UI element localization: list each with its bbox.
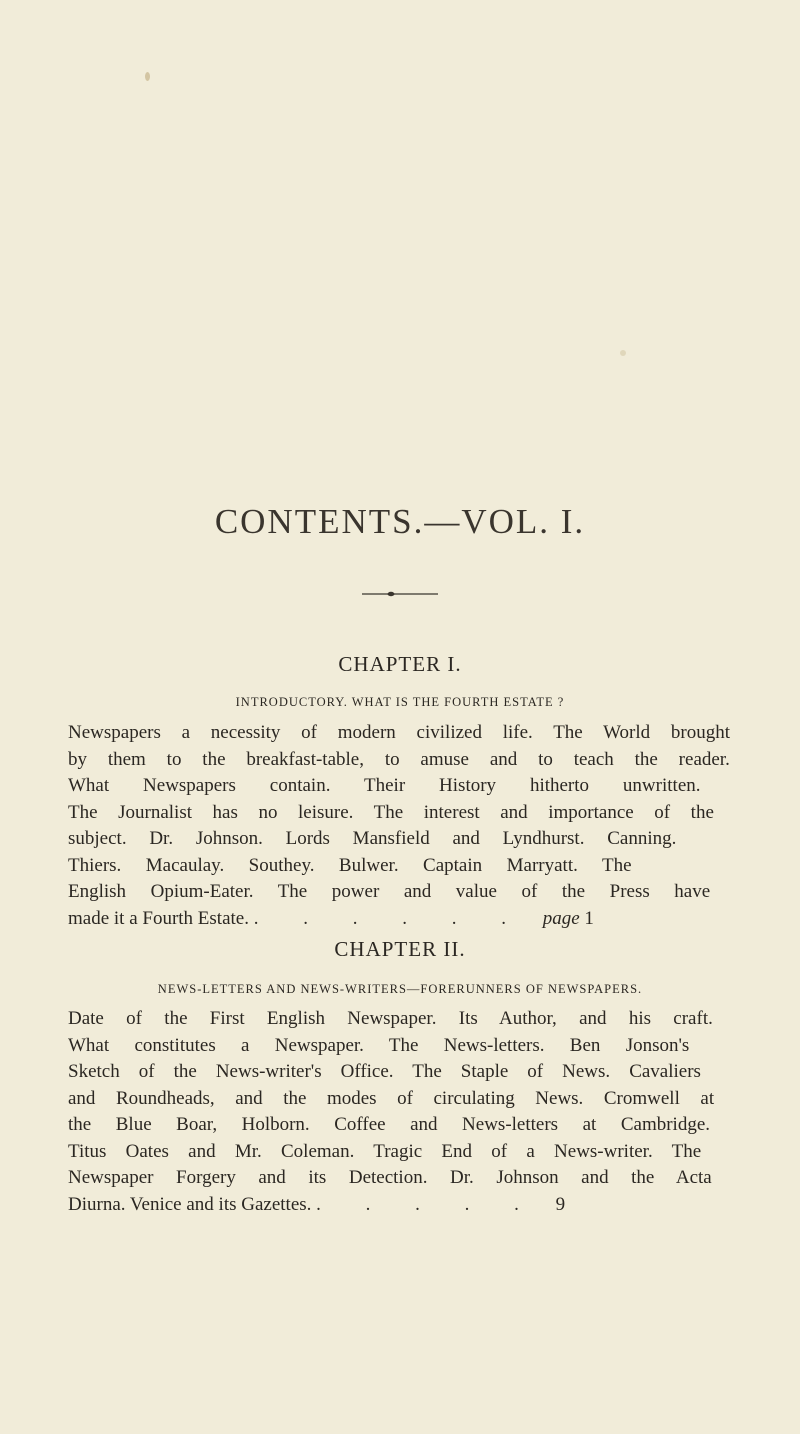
contents-heading: CONTENTS.—VOL. I. <box>214 502 586 541</box>
summary-line: Diurna. Venice and its Gazettes. <box>68 1193 312 1215</box>
summary-last-line <box>68 906 730 933</box>
summary-last-line <box>68 1192 730 1219</box>
chapter-2-title: CHAPTER II. <box>334 937 466 961</box>
summary-line: and Roundheads, and the modes of circulating News. Cromwell at <box>68 1087 715 1109</box>
summary-line: made it a Fourth Estate. <box>68 907 249 929</box>
summary-line: English Opium-Eater. The power and value of the Press have <box>68 881 711 902</box>
dot-leaders: . . . . . <box>316 1193 539 1215</box>
chapter-2-subtitle: NEWS-LETTERS AND NEWS-WRITERS—FORERUNNERS OF NEWSPAPERS. <box>157 982 643 996</box>
summary-line: The Journalist has no leisure. The interest and importance of the <box>68 801 714 823</box>
summary-line: subject. Dr. Johnson. Lords Mansfield and Lyndhurst. Canning. <box>68 828 677 849</box>
summary-line: Sketch of the News-writer's Office. The Staple of News. Cavaliers <box>68 1061 701 1082</box>
summary-line: Titus Oates and Mr. Coleman. Tragic End of a News-writer. The <box>68 1140 702 1162</box>
summary-line: Newspaper Forgery and its Detection. Dr. Johnson and the Acta <box>68 1167 712 1188</box>
page-number: 1 <box>584 907 594 929</box>
chapter-2-summary <box>68 1006 730 1218</box>
summary-line: Date of the First English Newspaper. Its Author, and his craft. <box>68 1008 713 1029</box>
summary-line: Thiers. Macaulay. Southey. Bulwer. Captain Marryatt. The <box>68 854 632 876</box>
page-label: page <box>542 907 580 929</box>
divider-ornament-icon <box>362 590 438 598</box>
summary-line: by them to the breakfast-table, to amuse and to teach the reader. <box>68 748 730 770</box>
page-reference <box>543 908 594 929</box>
paper-stain <box>620 350 626 356</box>
paper-stain <box>145 72 150 81</box>
summary-line: Newspapers a necessity of modern civilized life. The World brought <box>68 722 731 743</box>
summary-line: the Blue Boar, Holborn. Coffee and News-letters at Cambridge. <box>68 1114 711 1135</box>
dot-leaders: . . . . . . <box>253 907 526 929</box>
summary-line: What Newspapers contain. Their History hitherto unwritten. <box>68 775 701 796</box>
chapter-1-title: CHAPTER I. <box>338 652 462 676</box>
chapter-1-summary <box>68 720 730 932</box>
chapter-1-subtitle: INTRODUCTORY. WHAT IS THE FOURTH ESTATE ? <box>235 695 565 709</box>
page-number: 9 <box>555 1193 566 1215</box>
summary-line: What constitutes a Newspaper. The News-letters. Ben Jonson's <box>68 1034 690 1056</box>
